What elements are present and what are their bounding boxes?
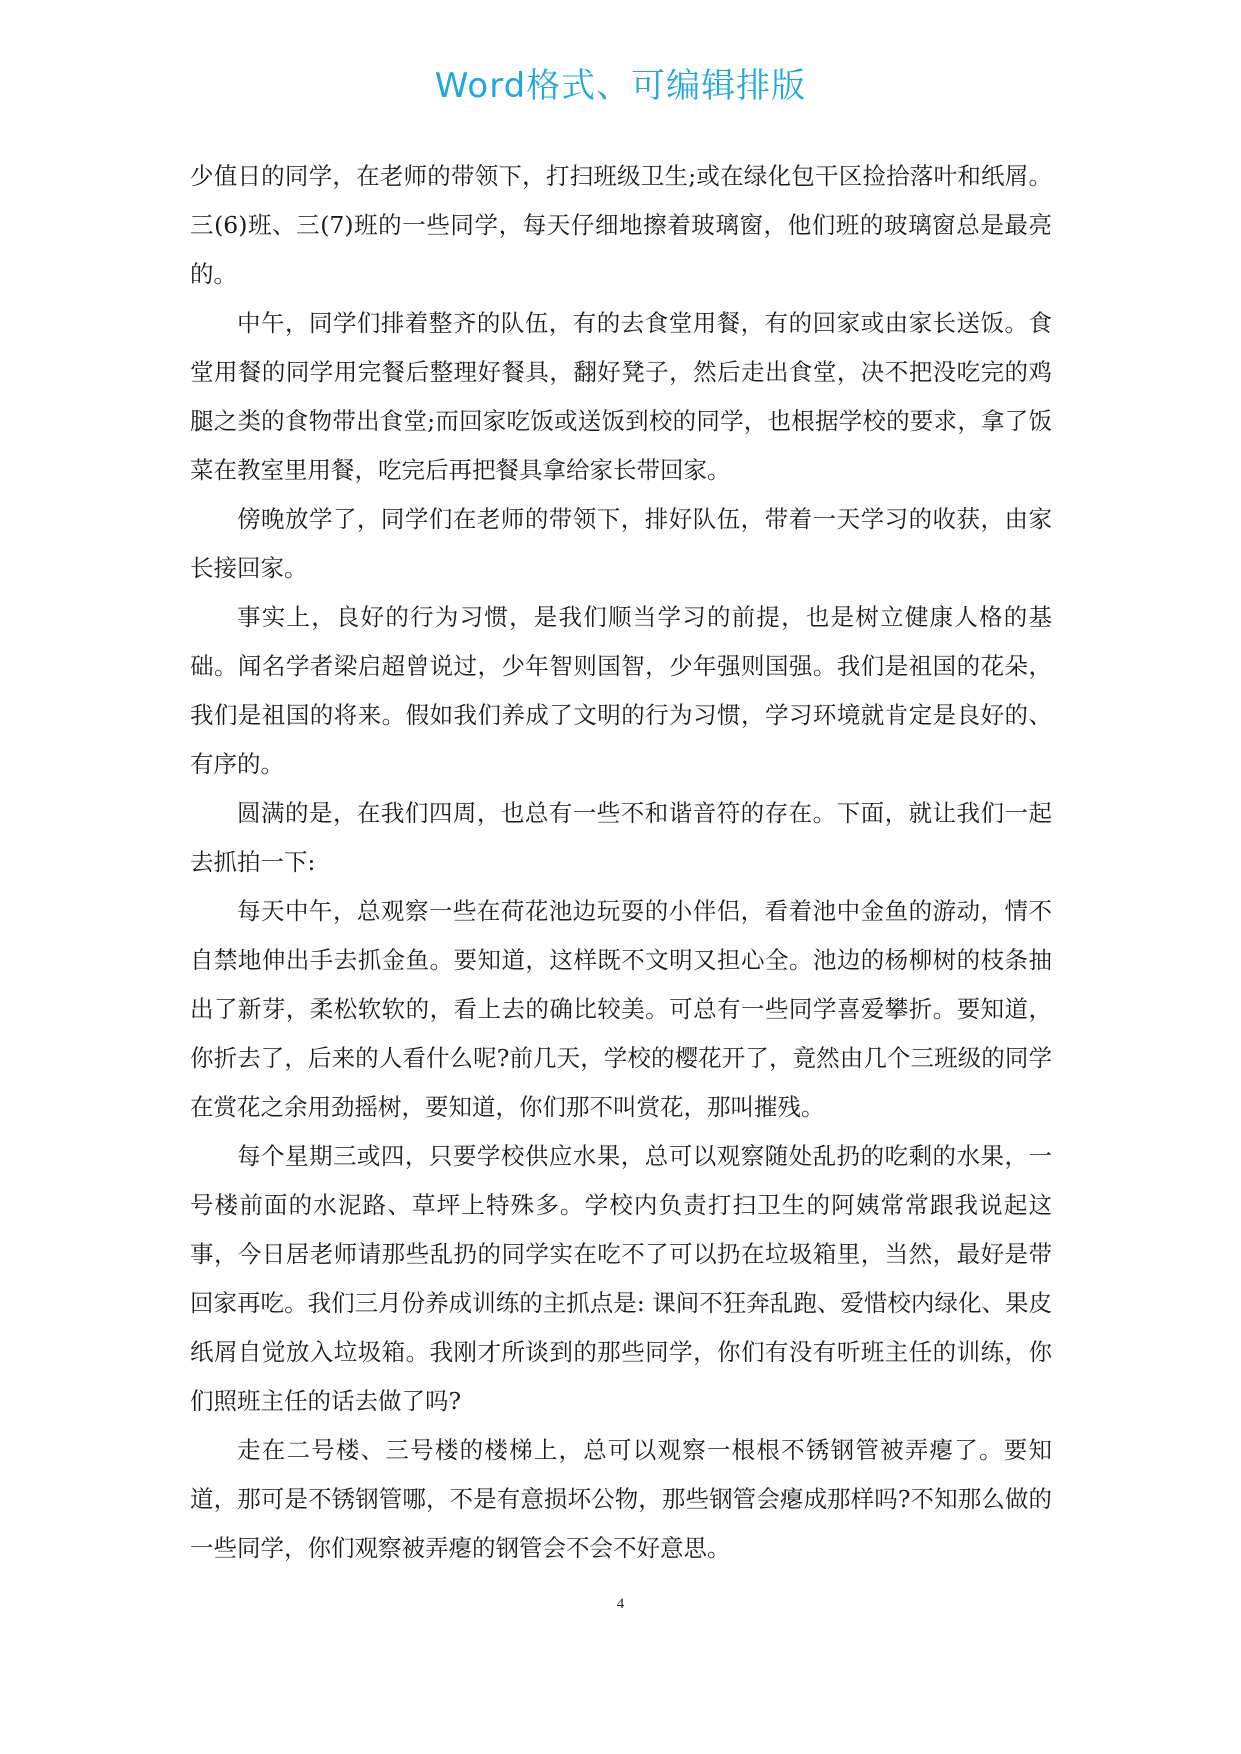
paragraph-1: 少值日的同学，在老师的带领下，打扫班级卫生;或在绿化包干区捡拾落叶和纸屑。三(6)班、三(7)班的一些同学，每天仔细地擦着玻璃窗，他们班的玻璃窗总是最亮的。 bbox=[190, 162, 1052, 288]
paragraph-6: 每天中午，总观察一些在荷花池边玩耍的小伴侣，看着池中金鱼的游动，情不自禁地伸出手去抓金鱼。要知道，这样既不文明又担心全。池边的杨柳树的枝条抽出了新芽，柔松软软的，看上去的确比较美。可总有一些同学喜爱攀折。要知道，你折去了，后来的人看什么呢?前几天，学校的樱花开了，竟然由几个三班级的同学在赏花之余用劲摇树，要知道，你们那不叫赏花，那叫摧残。 bbox=[190, 897, 1052, 1121]
page-number: 4 bbox=[616, 1596, 625, 1612]
paragraph-3: 傍晚放学了，同学们在老师的带领下，排好队伍，带着一天学习的收获，由家长接回家。 bbox=[190, 505, 1052, 582]
paragraph-4: 事实上，良好的行为习惯，是我们顺当学习的前提，也是树立健康人格的基础。闻名学者梁启超曾说过，少年智则国智，少年强则国强。我们是祖国的花朵，我们是祖国的将来。假如我们养成了文明的行为习惯，学习环境就肯定是良好的、有序的。 bbox=[190, 603, 1052, 778]
paragraph-5: 圆满的是，在我们四周，也总有一些不和谐音符的存在。下面，就让我们一起去抓拍一下: bbox=[190, 799, 1052, 876]
document-body bbox=[190, 152, 1052, 1573]
page-header-title: Word格式、可编辑排版 bbox=[434, 66, 807, 106]
paragraph-8: 走在二号楼、三号楼的楼梯上，总可以观察一根根不锈钢管被弄瘪了。要知道，那可是不锈钢管哪，不是有意损坏公物，那些钢管会瘪成那样吗?不知那么做的一些同学，你们观察被弄瘪的钢管会不会不好意思。 bbox=[190, 1436, 1052, 1562]
paragraph-7: 每个星期三或四，只要学校供应水果，总可以观察随处乱扔的吃剩的水果，一号楼前面的水泥路、草坪上特殊多。学校内负责打扫卫生的阿姨常常跟我说起这事，今日居老师请那些乱扔的同学实在吃不了可以扔在垃圾箱里，当然，最好是带回家再吃。我们三月份养成训练的主抓点是: 课间不狂奔乱跑、爱惜校内绿化、果皮纸屑自觉放入垃圾箱。我刚才所谈到的那些同学，你们有没有听班主任的训练，你们照班主任的话去做了吗? bbox=[190, 1142, 1052, 1415]
paragraph-2: 中午，同学们排着整齐的队伍，有的去食堂用餐，有的回家或由家长送饭。食堂用餐的同学用完餐后整理好餐具，翻好凳子，然后走出食堂，决不把没吃完的鸡腿之类的食物带出食堂;而回家吃饭或送饭到校的同学，也根据学校的要求，拿了饭菜在教室里用餐，吃完后再把餐具拿给家长带回家。 bbox=[190, 309, 1052, 484]
